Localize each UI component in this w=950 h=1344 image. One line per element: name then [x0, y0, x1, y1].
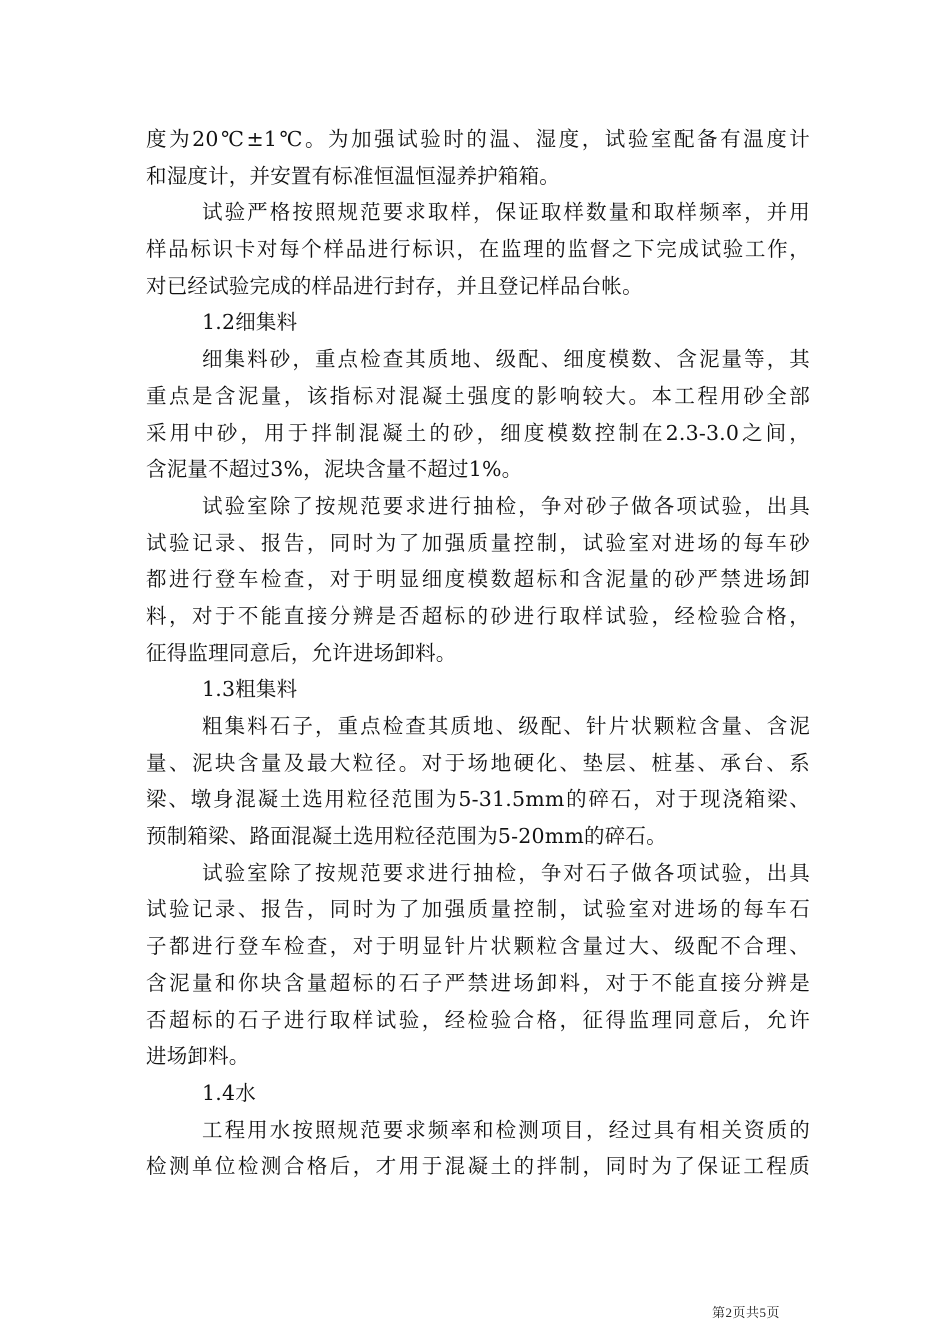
text-line: 否超标的石子进行取样试验，经检验合格，征得监理同意后，允许: [146, 1007, 810, 1032]
text-line: 重点是含泥量，该指标对混凝土强度的影响较大。本工程用砂全部: [146, 383, 810, 408]
text-line: 含泥量不超过3%，泥块含量不超过1%。: [146, 457, 523, 482]
text-line: 试验严格按照规范要求取样，保证取样数量和取样频率，并用: [202, 200, 810, 225]
section-heading: 1.2细集料: [202, 310, 298, 335]
text-line: 细集料砂，重点检查其质地、级配、细度模数、含泥量等，其: [202, 347, 810, 372]
section-heading: 1.4水: [202, 1080, 256, 1105]
text-line: 工程用水按照规范要求频率和检测项目，经过具有相关资质的: [202, 1117, 810, 1142]
text-line: 预制箱梁、路面混凝土选用粒径范围为5-20mm的碎石。: [146, 824, 667, 849]
text-line: 检测单位检测合格后，才用于混凝土的拌制，同时为了保证工程质: [146, 1154, 810, 1179]
text-line: 量、泥块含量及最大粒径。对于场地硬化、垫层、桩基、承台、系: [146, 750, 810, 775]
text-line: 度为20℃±1℃。为加强试验时的温、湿度，试验室配备有温度计: [146, 127, 810, 151]
text-line: 含泥量和你块含量超标的石子严禁进场卸料，对于不能直接分辨是: [146, 970, 810, 995]
text-line: 采用中砂，用于拌制混凝土的砂，细度模数控制在2.3-3.0之间，: [146, 420, 810, 445]
text-line: 和湿度计，并安置有标准恒温恒湿养护箱箱。: [146, 163, 560, 188]
text-line: 试验记录、报告，同时为了加强质量控制，试验室对进场的每车石: [146, 897, 810, 922]
section-heading: 1.3粗集料: [202, 677, 298, 702]
text-line: 对已经试验完成的样品进行封存，并且登记样品台帐。: [146, 273, 643, 298]
text-line: 料，对于不能直接分辨是否超标的砂进行取样试验，经检验合格，: [146, 603, 810, 628]
text-line: 梁、墩身混凝土选用粒径范围为5-31.5mm的碎石，对于现浇箱梁、: [146, 787, 810, 812]
text-line: 进场卸料。: [146, 1044, 250, 1069]
text-line: 粗集料石子，重点检查其质地、级配、针片状颗粒含量、含泥: [202, 714, 810, 738]
text-line: 试验室除了按规范要求进行抽检，争对石子做各项试验，出具: [202, 860, 810, 885]
page-number-footer: 第2页共5页: [712, 1305, 781, 1320]
text-line: 试验室除了按规范要求进行抽检，争对砂子做各项试验，出具: [202, 493, 810, 518]
text-line: 子都进行登车检查，对于明显针片状颗粒含量过大、级配不合理、: [146, 934, 810, 959]
text-line: 都进行登车检查，对于明显细度模数超标和含泥量的砂严禁进场卸: [146, 567, 810, 592]
text-line: 试验记录、报告，同时为了加强质量控制，试验室对进场的每车砂: [146, 530, 810, 555]
document-body: [146, 121, 810, 1185]
text-line: 征得监理同意后，允许进场卸料。: [146, 640, 457, 665]
text-line: 样品标识卡对每个样品进行标识，在监理的监督之下完成试验工作，: [146, 237, 810, 262]
